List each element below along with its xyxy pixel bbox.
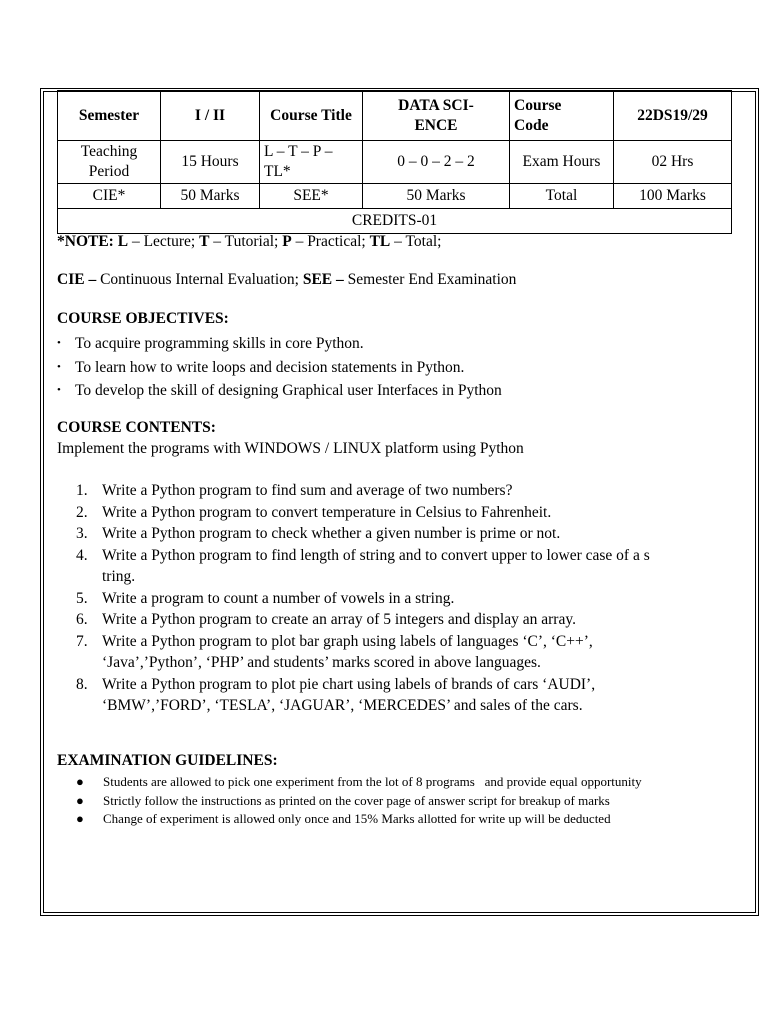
objectives-list — [57, 332, 502, 403]
item-text: Write a Python program to find sum and average of two numbers? — [102, 482, 513, 499]
item-number: 6. — [76, 611, 88, 628]
list-item — [76, 674, 756, 717]
list-item — [57, 356, 502, 380]
list-item — [76, 545, 756, 588]
course-code-value: 22DS19/29 — [614, 91, 732, 141]
table-row — [58, 91, 732, 141]
course-header-table — [57, 90, 732, 234]
ltp-value: 0 – 0 – 2 – 2 — [363, 141, 510, 184]
item-text: Write a Python program to check whether a given number is prime or not. — [102, 525, 561, 542]
guideline-text: Strictly follow the instructions as printed on the cover page of answer script for breakup of marks — [103, 792, 610, 808]
list-item — [76, 523, 756, 545]
item-number: 7. — [76, 632, 88, 650]
bullet-icon: ● — [76, 811, 84, 826]
item-number: 3. — [76, 525, 88, 542]
cie-key: CIE — [57, 271, 85, 288]
contents-heading: COURSE CONTENTS: — [57, 419, 216, 436]
note-key-l: L — [117, 233, 129, 250]
note-dash: – — [128, 233, 140, 250]
list-item — [76, 609, 756, 631]
semester-value: I / II — [161, 91, 260, 141]
note-text-t: Tutorial; — [221, 233, 283, 250]
semester-label: Semester — [58, 91, 161, 141]
objective-text: To acquire programming skills in core Python. — [75, 335, 364, 352]
note-text-l: Lecture; — [139, 233, 200, 250]
list-item — [76, 792, 642, 811]
note-line — [57, 233, 441, 251]
note-dash: – — [209, 233, 222, 250]
course-code-label: Course Code — [510, 91, 614, 141]
teaching-period-value: 15 Hours — [161, 141, 260, 184]
item-text-continued: tring. — [102, 568, 136, 585]
list-item — [76, 810, 642, 829]
total-label: Total — [510, 184, 614, 209]
note-dash: – — [291, 233, 304, 250]
objective-text: To develop the skill of designing Graphical user Interfaces in Python — [75, 382, 502, 399]
item-text: Write a Python program to plot pie chart using labels of brands of cars ‘AUDI’, — [102, 675, 596, 693]
ltp-label: L – T – P – TL* — [260, 141, 363, 184]
cie-label: CIE* — [58, 184, 161, 209]
list-item — [76, 588, 756, 610]
list-item — [57, 379, 502, 403]
note-dash: – — [390, 233, 402, 250]
guideline-text: Students are allowed to pick one experiment from the lot of 8 programs and provide equal opportunity — [103, 774, 642, 789]
note-text-p: Practical; — [303, 233, 370, 250]
guidelines-heading: EXAMINATION GUIDELINES: — [57, 752, 278, 769]
list-item — [57, 332, 502, 356]
experiments-list — [76, 480, 756, 717]
bullet-icon: ● — [76, 792, 84, 808]
item-number: 1. — [76, 482, 88, 499]
objective-text: To learn how to write loops and decision statements in Python. — [75, 358, 465, 376]
bullet-icon: • — [57, 360, 61, 373]
item-text: Write a Python program to create an array of 5 integers and display an array. — [102, 611, 576, 628]
teaching-period-label: Teaching Period — [58, 141, 161, 184]
item-text: Write a Python program to plot bar graph using labels of languages ‘C’, ‘C++’, — [102, 632, 593, 650]
note-label: *NOTE: — [57, 233, 114, 250]
cie-marks: 50 Marks — [161, 184, 260, 209]
item-number: 5. — [76, 589, 88, 607]
item-text: Write a Python program to convert temperature in Celsius to Fahrenheit. — [102, 503, 552, 521]
note-key-t: T — [199, 233, 210, 250]
list-item — [76, 502, 756, 524]
bullet-icon: ● — [76, 774, 84, 789]
see-label: SEE* — [260, 184, 363, 209]
see-key: SEE — [302, 271, 333, 288]
objectives-heading: COURSE OBJECTIVES: — [57, 310, 229, 327]
item-text-continued: ‘BMW’,’FORD’, ‘TESLA’, ‘JAGUAR’, ‘MERCEDES’ and sales of the cars. — [102, 697, 583, 714]
guidelines-list — [76, 773, 642, 829]
note-text-tl: Total; — [401, 233, 442, 250]
bullet-icon: • — [57, 337, 61, 349]
course-title-label: Course Title — [260, 91, 363, 141]
table-row — [58, 209, 732, 234]
list-item — [76, 773, 642, 792]
item-text: Write a program to count a number of vowels in a string. — [102, 589, 455, 607]
see-marks: 50 Marks — [363, 184, 510, 209]
list-item — [76, 480, 756, 502]
credits: CREDITS-01 — [58, 209, 732, 234]
contents-intro: Implement the programs with WINDOWS / LINUX platform using Python — [57, 440, 524, 457]
note-dash: – — [332, 271, 344, 288]
note-key-p: P — [282, 233, 292, 250]
course-title-value: DATA SCI- ENCE — [363, 91, 510, 141]
table-row — [58, 141, 732, 184]
evaluation-line — [57, 271, 516, 289]
note-dash: – — [84, 271, 97, 288]
item-number: 4. — [76, 546, 88, 564]
item-text: Write a Python program to find length of string and to convert upper to lower case of a s — [102, 546, 650, 564]
note-key-tl: TL — [369, 233, 391, 250]
item-number: 2. — [76, 503, 88, 521]
cie-text: Continuous Internal Evaluation; — [96, 271, 303, 288]
item-text-continued: ‘Java’,’Python’, ‘PHP’ and students’ marks scored in above languages. — [102, 654, 541, 671]
table-row — [58, 184, 732, 209]
item-number: 8. — [76, 675, 88, 693]
see-text: Semester End Examination — [343, 271, 517, 288]
list-item — [76, 631, 756, 674]
bullet-icon: • — [57, 384, 61, 396]
total-marks: 100 Marks — [614, 184, 732, 209]
exam-hours-label: Exam Hours — [510, 141, 614, 184]
guideline-text: Change of experiment is allowed only once and 15% Marks allotted for write up will be deducted — [103, 811, 611, 826]
exam-hours-value: 02 Hrs — [614, 141, 732, 184]
